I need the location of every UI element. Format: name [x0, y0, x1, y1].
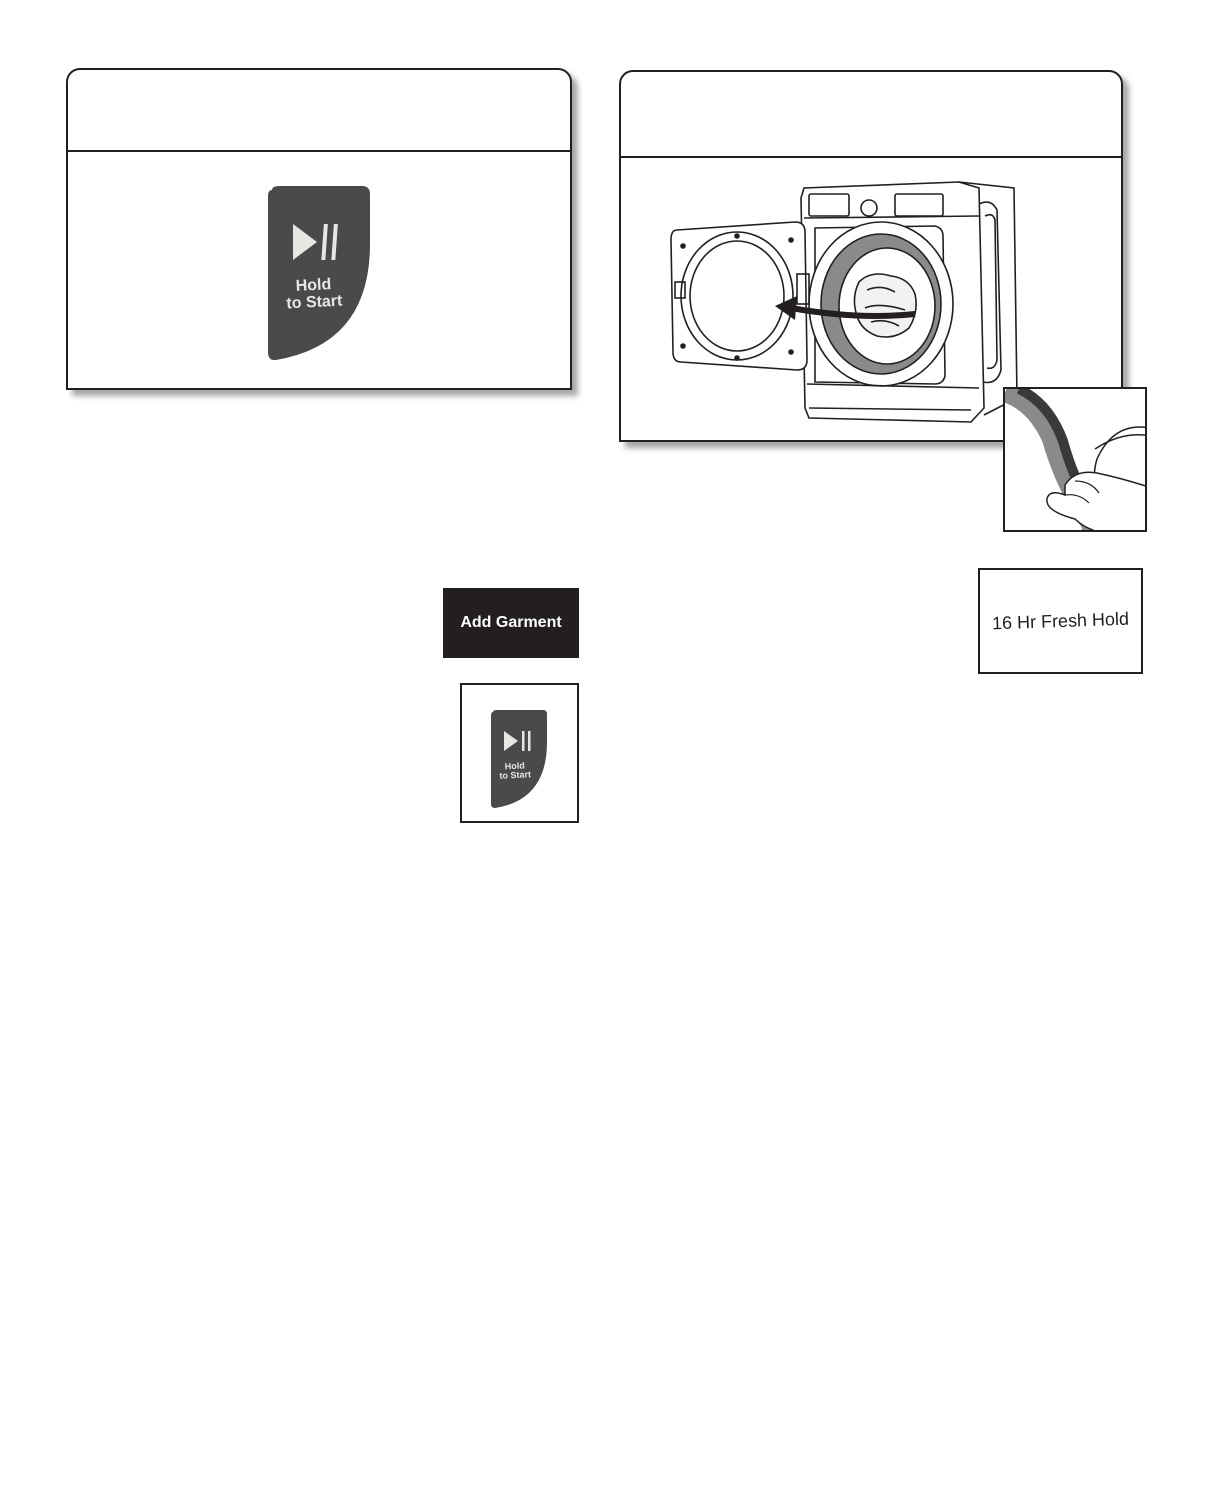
start-pause-label-small: Hold to Start [499, 760, 532, 782]
start-panel-header [68, 70, 570, 152]
start-panel-card [66, 68, 572, 390]
hand-wiping-door-seal-icon [1005, 389, 1147, 532]
play-pause-icon [291, 222, 347, 262]
button-shape [266, 184, 372, 360]
fresh-hold-box [978, 568, 1143, 674]
start-pause-label: Hold to Start [285, 276, 343, 313]
start-pause-button[interactable] [266, 184, 372, 360]
fresh-hold-label: 16 Hr Fresh Hold [991, 608, 1130, 633]
start-pause-inset [460, 683, 579, 823]
button-shape-small [489, 708, 549, 808]
add-garment-label: Add Garment [443, 588, 579, 658]
start-pause-button-small[interactable] [489, 708, 549, 808]
door-seal-inset [1003, 387, 1147, 532]
play-pause-icon-small [503, 730, 535, 752]
